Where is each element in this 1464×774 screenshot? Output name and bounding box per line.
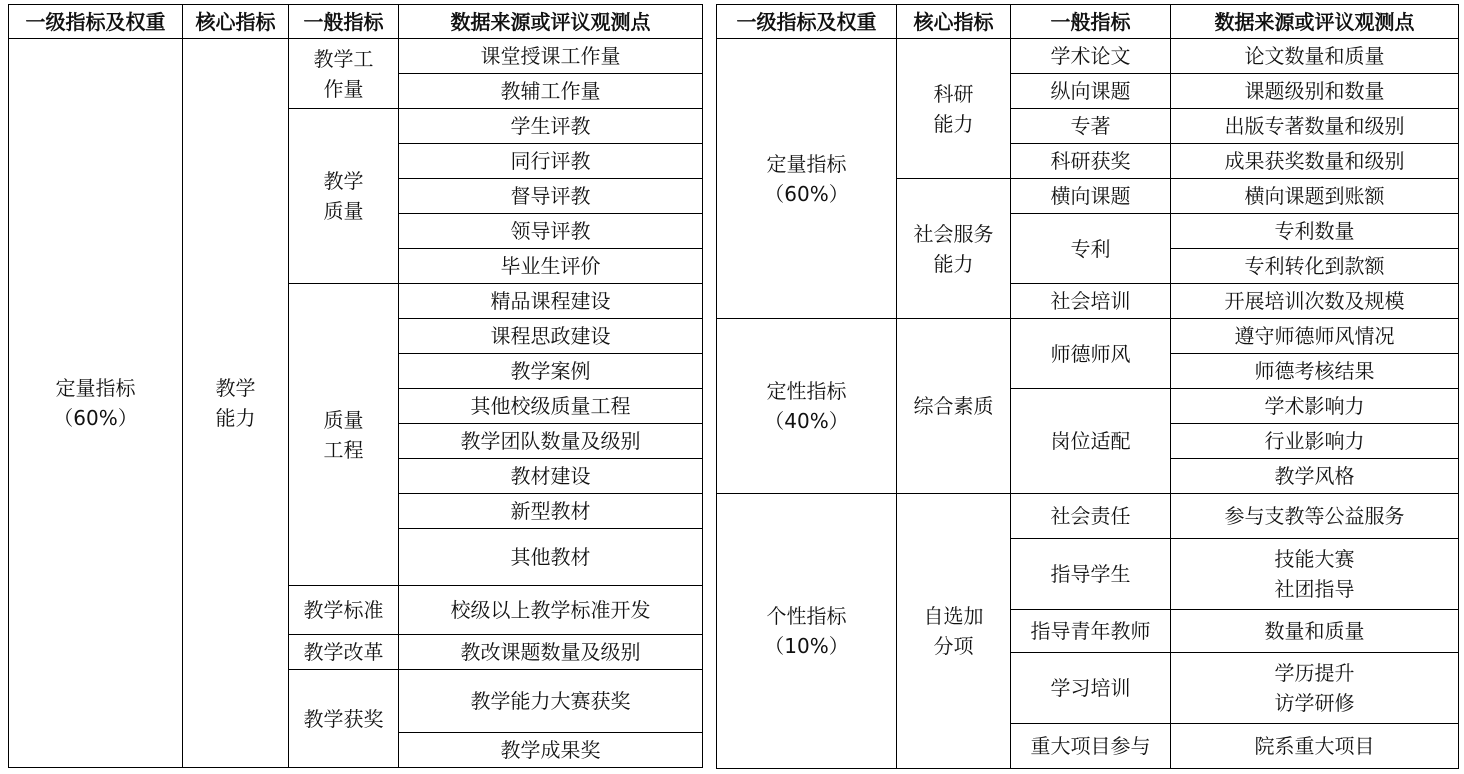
core-cell <box>897 39 1011 179</box>
level1-weight: （40%） <box>764 409 849 433</box>
general-cell: 专著 <box>1011 109 1171 144</box>
source-cell: 教学风格 <box>1171 459 1459 494</box>
core-cell: 综合素质 <box>897 319 1011 494</box>
general-cell <box>289 39 399 109</box>
core-label: 社会服务能力 <box>913 221 994 276</box>
core-cell <box>897 179 1011 319</box>
right-evaluation-table <box>716 4 1459 769</box>
source-cell: 领导评教 <box>399 214 703 249</box>
header-general: 一般指标 <box>289 5 399 39</box>
source-cell: 课程思政建设 <box>399 319 703 354</box>
general-cell: 学习培训 <box>1011 653 1171 724</box>
header-general: 一般指标 <box>1011 5 1171 39</box>
core-label: 科研能力 <box>933 81 974 136</box>
source-cell: 参与支教等公益服务 <box>1171 494 1459 539</box>
source-cell <box>1171 653 1459 724</box>
source-line: 学历提升 <box>1274 661 1355 685</box>
core-cell <box>183 39 289 768</box>
level1-label: 定量指标 <box>766 151 847 176</box>
source-cell: 遵守师德师风情况 <box>1171 319 1459 354</box>
right-header-row <box>717 5 1459 39</box>
table-row <box>717 494 1459 539</box>
general-cell: 横向课题 <box>1011 179 1171 214</box>
source-line: 访学研修 <box>1274 691 1355 715</box>
source-cell: 新型教材 <box>399 494 703 529</box>
level1-weight: （10%） <box>764 634 849 658</box>
source-cell: 数量和质量 <box>1171 610 1459 653</box>
level1-label: 个性指标 <box>766 604 847 628</box>
source-cell: 教学能力大赛获奖 <box>399 670 703 733</box>
source-cell: 专利数量 <box>1171 214 1459 249</box>
table-row <box>717 319 1459 354</box>
table-row <box>717 39 1459 74</box>
source-cell: 督导评教 <box>399 179 703 214</box>
level1-weight: （60%） <box>764 181 849 206</box>
source-cell: 论文数量和质量 <box>1171 39 1459 74</box>
general-cell: 教学改革 <box>289 635 399 670</box>
left-evaluation-table <box>8 4 703 768</box>
general-cell: 纵向课题 <box>1011 74 1171 109</box>
general-cell: 指导青年教师 <box>1011 610 1171 653</box>
source-cell: 课题级别和数量 <box>1171 74 1459 109</box>
general-cell: 社会培训 <box>1011 284 1171 319</box>
general-cell: 学术论文 <box>1011 39 1171 74</box>
source-line: 技能大赛 <box>1274 547 1355 571</box>
general-label: 质量工程 <box>323 407 364 462</box>
header-core: 核心指标 <box>897 5 1011 39</box>
core-label: 自选加分项 <box>923 604 984 658</box>
header-core: 核心指标 <box>183 5 289 39</box>
source-cell: 专利转化到款额 <box>1171 249 1459 284</box>
level1-label: 定量指标 <box>55 376 136 400</box>
source-cell: 院系重大项目 <box>1171 724 1459 769</box>
table-row <box>9 39 703 74</box>
header-level1: 一级指标及权重 <box>9 5 183 39</box>
level1-weight: （60%） <box>53 406 138 430</box>
source-cell: 学术影响力 <box>1171 389 1459 424</box>
source-cell: 学生评教 <box>399 109 703 144</box>
source-cell: 教改课题数量及级别 <box>399 635 703 670</box>
source-cell: 教学团队数量及级别 <box>399 424 703 459</box>
general-cell: 师德师风 <box>1011 319 1171 389</box>
general-cell: 指导学生 <box>1011 539 1171 610</box>
header-source: 数据来源或评议观测点 <box>1171 5 1459 39</box>
source-cell <box>1171 539 1459 610</box>
general-cell: 教学获奖 <box>289 670 399 768</box>
general-label: 教学工作量 <box>313 46 374 101</box>
general-cell: 岗位适配 <box>1011 389 1171 494</box>
source-cell: 师德考核结果 <box>1171 354 1459 389</box>
source-cell: 其他校级质量工程 <box>399 389 703 424</box>
core-cell <box>897 494 1011 769</box>
general-cell: 教学标准 <box>289 586 399 635</box>
source-cell: 开展培训次数及规模 <box>1171 284 1459 319</box>
source-cell: 出版专著数量和级别 <box>1171 109 1459 144</box>
core-label: 教学能力 <box>215 376 256 430</box>
source-cell: 课堂授课工作量 <box>399 39 703 74</box>
source-cell: 精品课程建设 <box>399 284 703 319</box>
source-cell: 教学成果奖 <box>399 733 703 768</box>
header-source: 数据来源或评议观测点 <box>399 5 703 39</box>
source-cell: 同行评教 <box>399 144 703 179</box>
level1-label: 定性指标 <box>766 379 847 403</box>
source-line: 社团指导 <box>1274 577 1355 601</box>
source-cell: 其他教材 <box>399 529 703 586</box>
source-cell: 成果获奖数量和级别 <box>1171 144 1459 179</box>
source-cell: 横向课题到账额 <box>1171 179 1459 214</box>
general-cell <box>289 109 399 284</box>
general-label: 教学质量 <box>323 169 364 223</box>
general-cell: 专利 <box>1011 214 1171 284</box>
source-cell: 教辅工作量 <box>399 74 703 109</box>
general-cell: 科研获奖 <box>1011 144 1171 179</box>
general-cell: 社会责任 <box>1011 494 1171 539</box>
header-level1: 一级指标及权重 <box>717 5 897 39</box>
level1-cell <box>717 39 897 319</box>
source-cell: 校级以上教学标准开发 <box>399 586 703 635</box>
source-cell: 教材建设 <box>399 459 703 494</box>
source-cell: 行业影响力 <box>1171 424 1459 459</box>
source-cell: 毕业生评价 <box>399 249 703 284</box>
level1-cell <box>717 319 897 494</box>
level1-cell <box>9 39 183 768</box>
general-cell: 重大项目参与 <box>1011 724 1171 769</box>
level1-cell <box>717 494 897 769</box>
general-cell <box>289 284 399 586</box>
source-cell: 教学案例 <box>399 354 703 389</box>
left-header-row <box>9 5 703 39</box>
